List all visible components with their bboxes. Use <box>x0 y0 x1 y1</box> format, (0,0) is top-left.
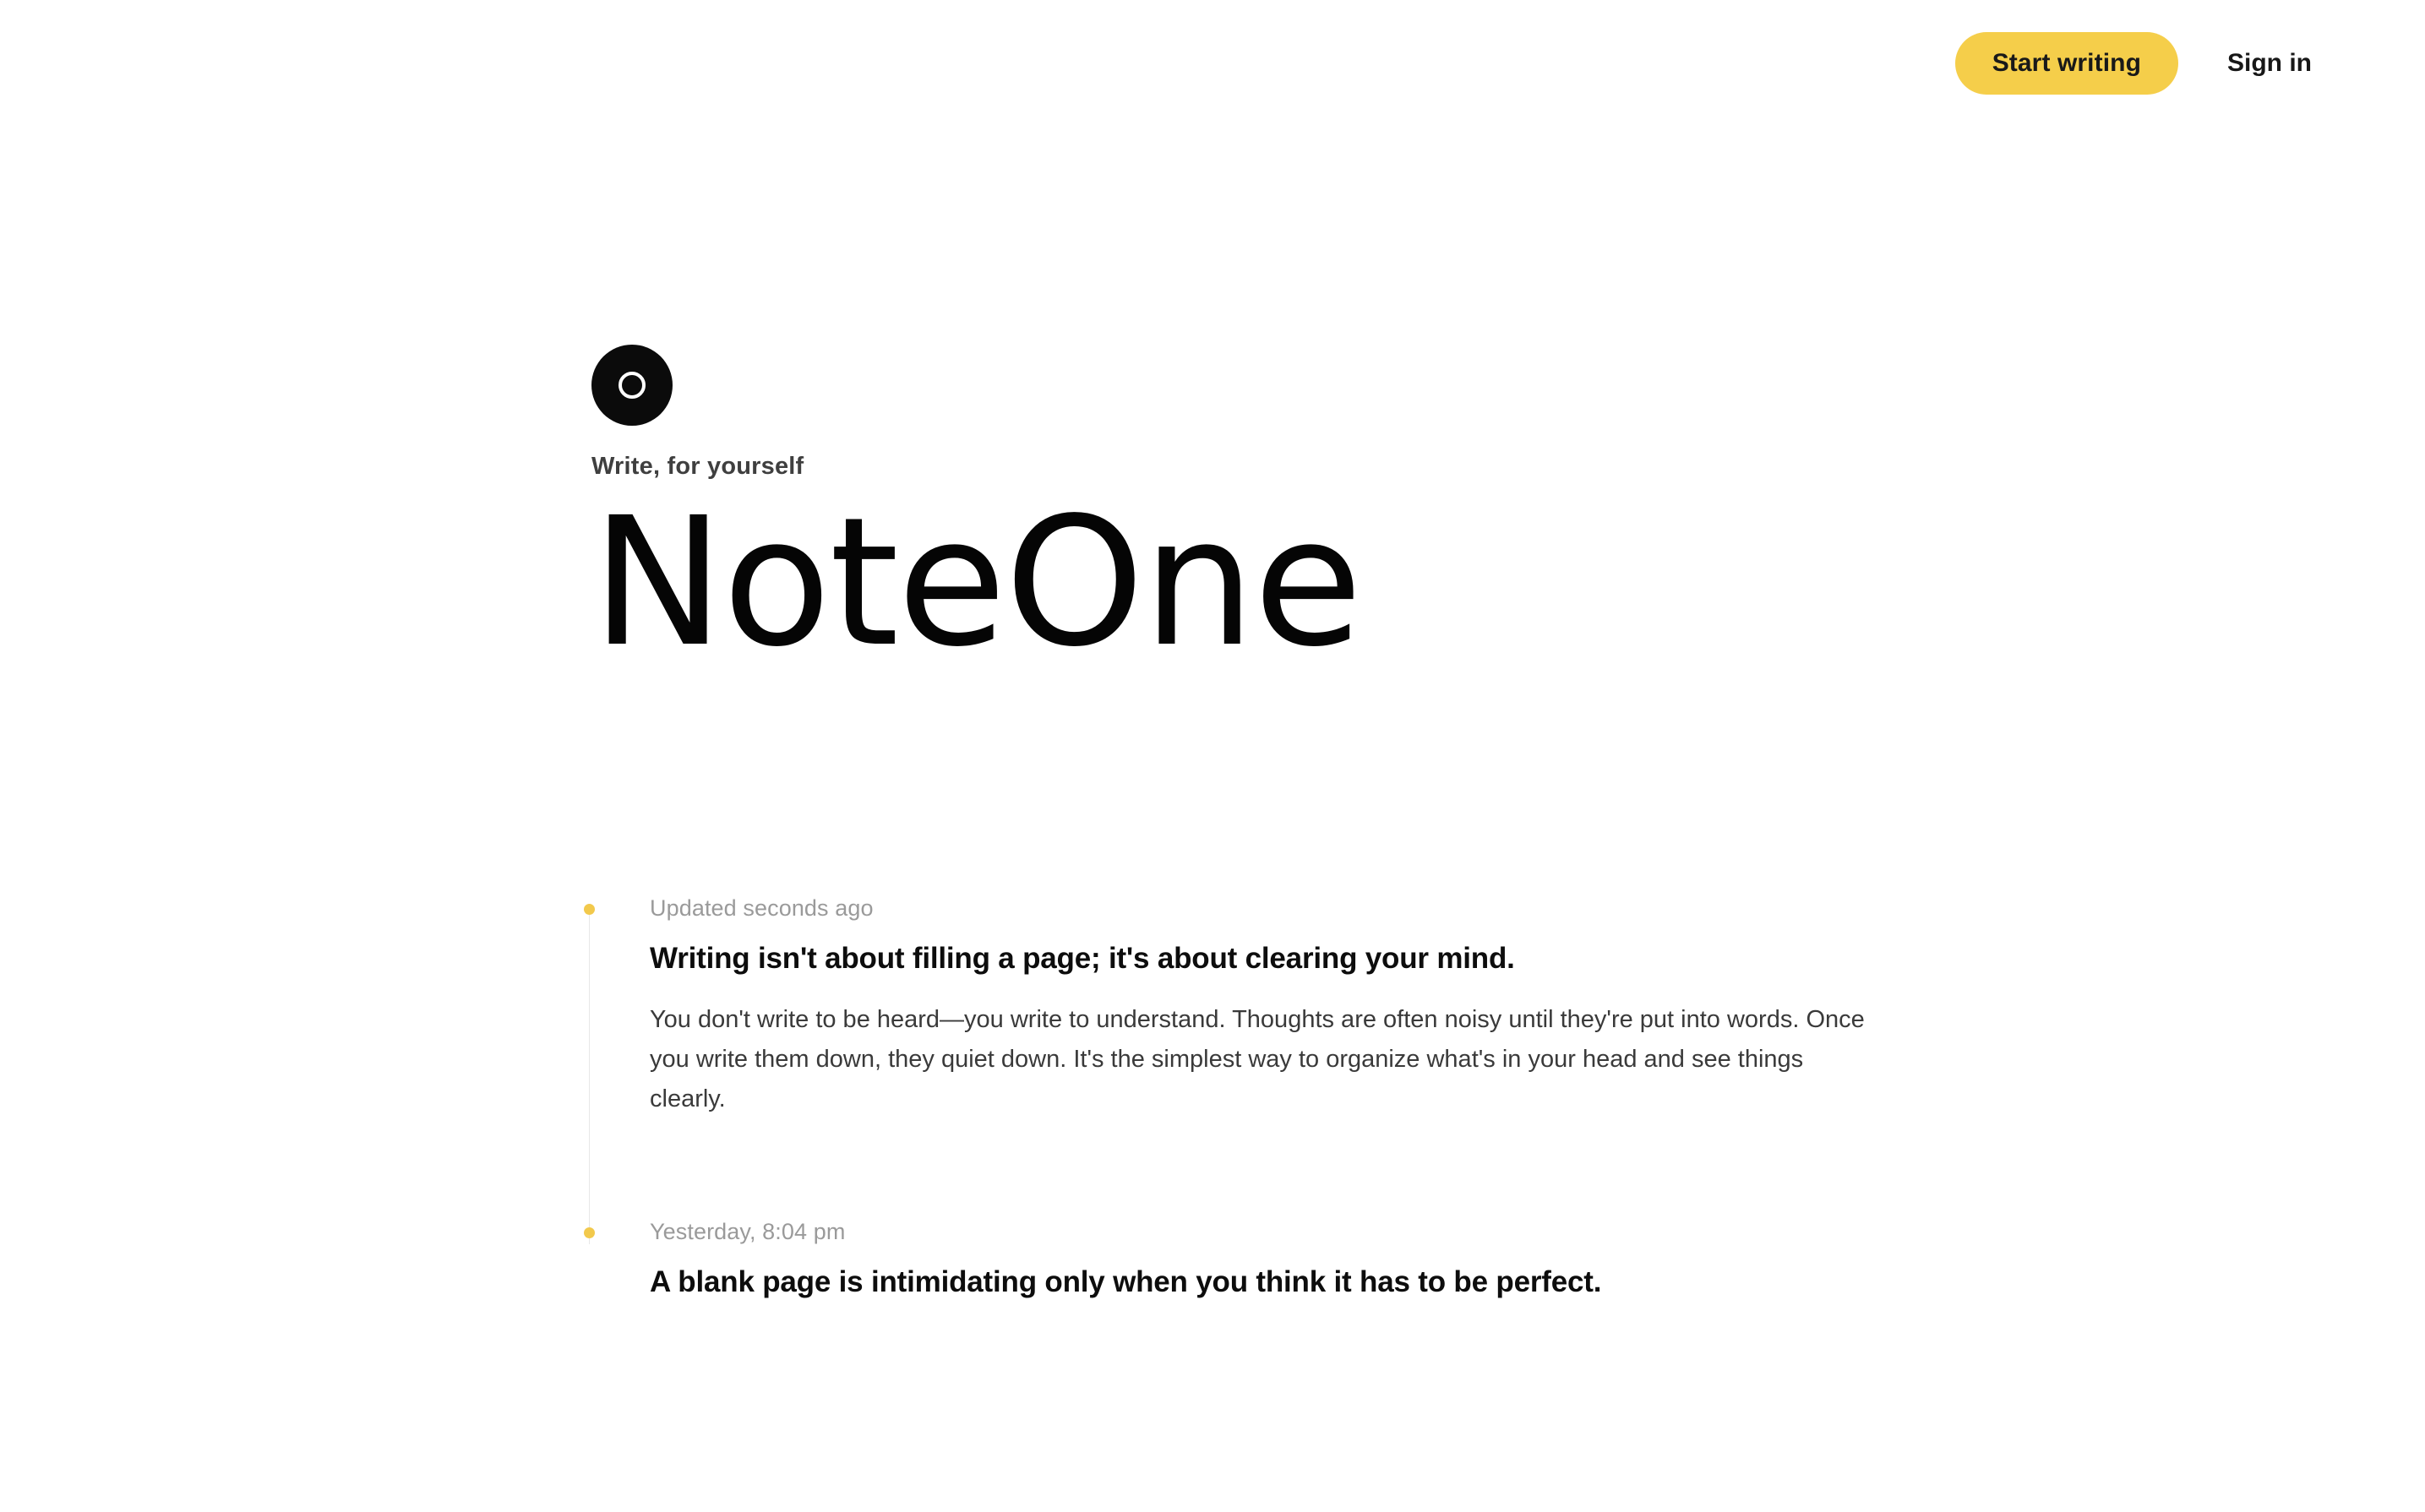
circle-ring-icon <box>591 345 673 426</box>
page-title: NoteOne <box>591 479 1361 686</box>
note-title[interactable]: A blank page is intimidating only when you think it has to be perfect. <box>650 1265 1602 1298</box>
note-body: You don't write to be heard—you write to understand. Thoughts are often noisy until they're put into words. Once you write them down, they quiet down. It's the simplest way to organize what's in your head and see things clearly. <box>650 1005 1865 1112</box>
note-title[interactable]: Writing isn't about filling a page; it's about clearing your mind. <box>650 942 1515 975</box>
list-item[interactable] <box>589 895 1941 1219</box>
logo-inner-ring <box>619 372 646 399</box>
start-writing-button[interactable]: Start writing <box>1955 32 2178 95</box>
hero-section <box>591 345 1910 686</box>
timeline-dot-icon <box>584 1227 595 1238</box>
hero-tagline: Write, for yourself <box>591 453 804 480</box>
notes-feed <box>589 895 1941 1335</box>
timeline-dot-icon <box>584 904 595 915</box>
note-timestamp: Yesterday, 8:04 pm <box>650 1218 846 1244</box>
note-timestamp: Updated seconds ago <box>650 895 874 921</box>
sign-in-button[interactable]: Sign in <box>2222 42 2317 84</box>
timeline-rail <box>589 911 590 1244</box>
list-item[interactable] <box>589 1219 1941 1335</box>
top-navigation <box>0 0 2425 127</box>
